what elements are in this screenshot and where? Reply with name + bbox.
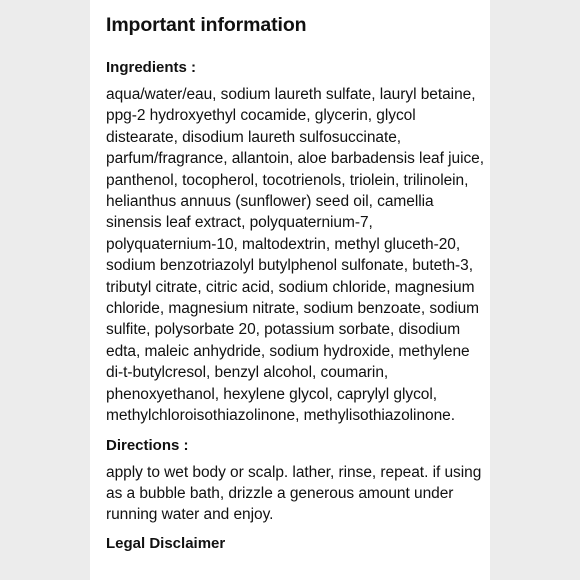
left-background — [0, 0, 90, 580]
directions-text: apply to wet body or scalp. lather, rinse, repeat. if using as a bubble bath, drizzle a generous amount under running water and enjoy. — [106, 463, 482, 524]
panel-content — [106, 12, 486, 554]
important-information-panel — [90, 0, 490, 580]
right-background — [490, 0, 580, 580]
page-title: Important information — [106, 14, 307, 36]
ingredients-text: aqua/water/eau, sodium laureth sulfate, lauryl betaine, ppg-2 hydroxyethyl cocamide, glycerin, glycol distearate, disodium laureth sulfosuccinate, parfum/fragrance, allantoin, aloe barbadensis leaf juice, panthenol, tocopherol, tocotrienols, triolein, trilinolein, helianthus annuus (sunflower) seed oil, camellia sinensis leaf extract, polyquaternium-7, polyquaternium-10, maltodextrin, methyl gluceth-20, sodium benzotriazolyl butylphenol sulfonate, buteth-3, tributyl citrate, citric acid, sodium chloride, magnesium chloride, magnesium nitrate, sodium benzoate, sodium sulfite, polysorbate 20, potassium sorbate, disodium edta, maleic anhydride, sodium hydroxide, methylene di-t-butylcresol, benzyl alcohol, coumarin, phenoxyethanol, hexylene glycol, caprylyl glycol, methylchloroisothiazolinone, methylisothiazolinone. — [106, 86, 484, 425]
directions-section — [106, 436, 486, 526]
directions-heading: Directions : — [106, 436, 189, 454]
ingredients-section — [106, 58, 486, 427]
ingredients-heading: Ingredients : — [106, 59, 197, 76]
legal-disclaimer-heading: Legal Disclaimer — [106, 534, 226, 552]
